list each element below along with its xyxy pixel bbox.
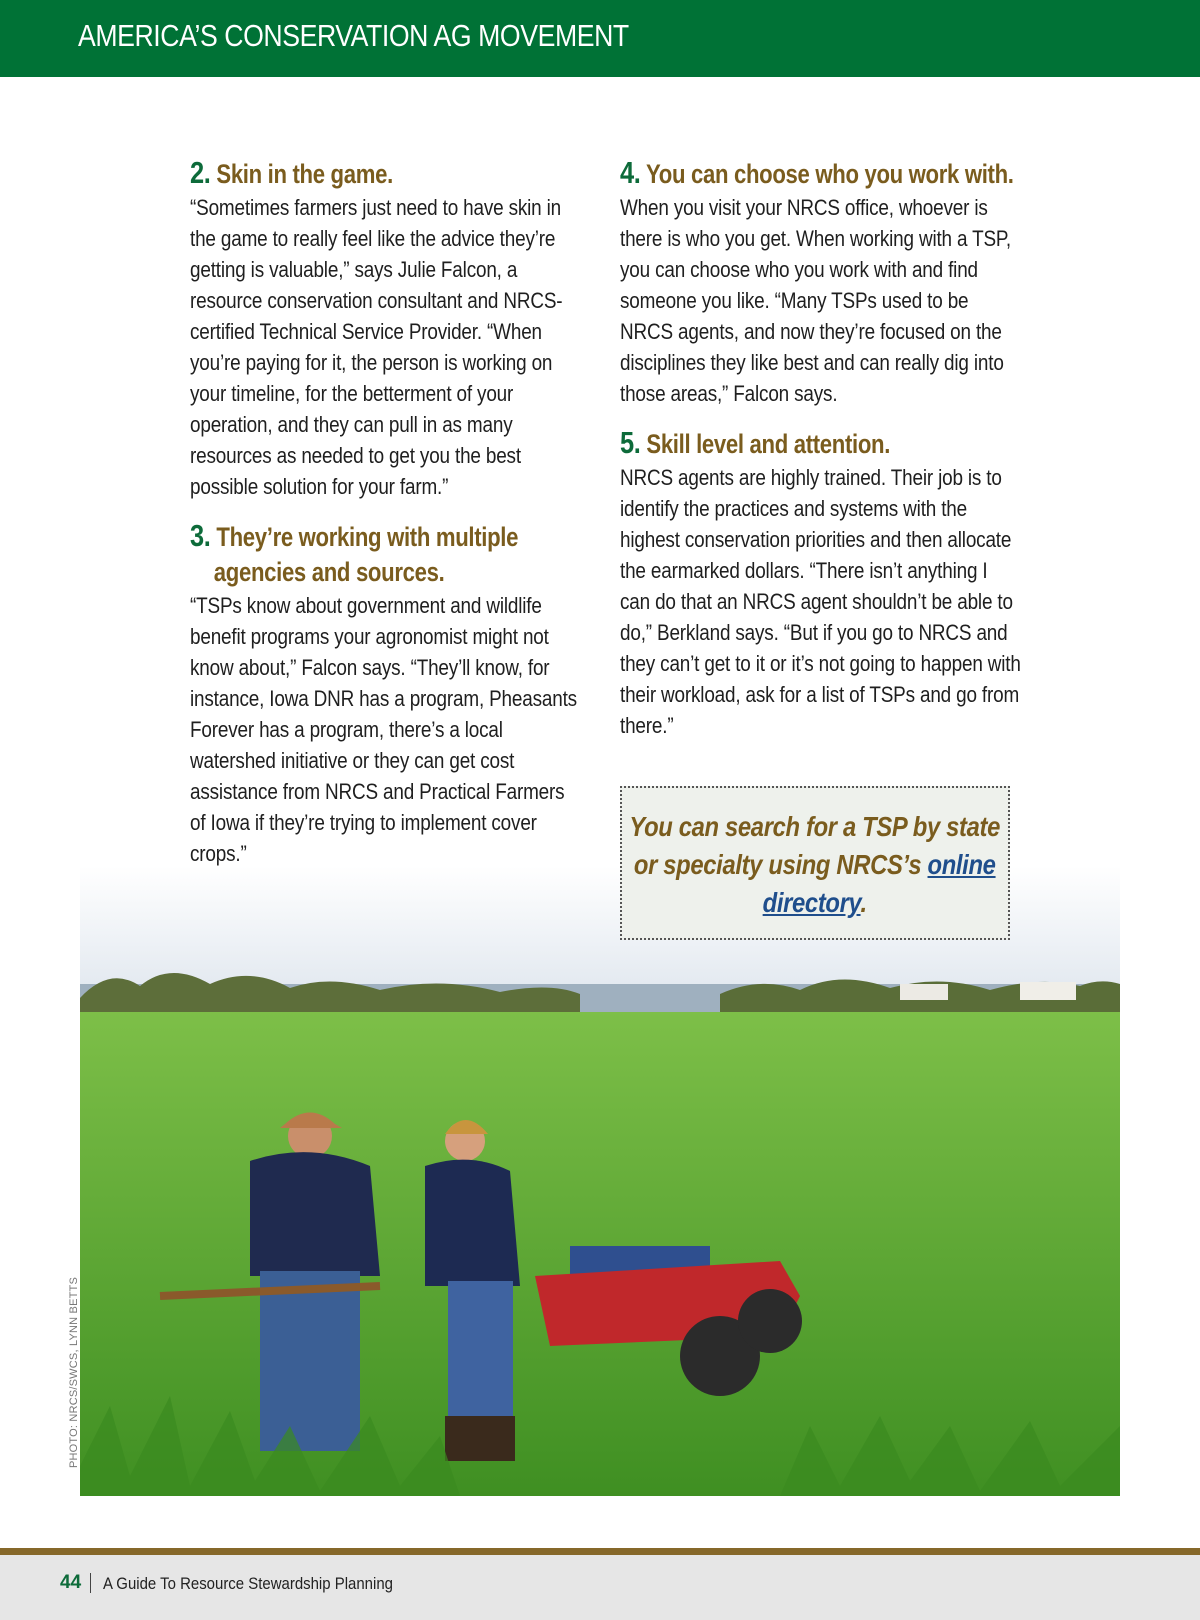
section-5-body: NRCS agents are highly trained. Their job is to identify the practices and systems with the highest conservation priorities and then allocate the earmarked dollars. “There isn’t anything I can do that an NRCS agent shouldn’t be able to do,” Berkland says. “But if you go to NRCS and they can’t get to it or it’s not going to happen with their workload, ask for a list of TSPs and go from there.” bbox=[620, 465, 1021, 738]
section-5-number: 5. bbox=[620, 425, 641, 460]
section-4 bbox=[620, 155, 1020, 409]
footer-rule bbox=[0, 1548, 1200, 1555]
callout-box bbox=[620, 786, 1010, 940]
section-3-title-line2: agencies and sources. bbox=[213, 557, 445, 587]
online-directory-link[interactable]: online directory bbox=[762, 849, 996, 918]
section-2-body: “Sometimes farmers just need to have skin in the game to really feel like the advice they’re getting is valuable,” says Julie Falcon, a resource conservation consultant and NRCS-certified Technical Service Provider. “When you’re paying for it, the person is working on your timeline, for the betterment of your operation, and they can pull in as many resources as needed to get you the best possible solution for your farm.” bbox=[190, 195, 563, 499]
footer-separator bbox=[90, 1573, 91, 1593]
section-2 bbox=[190, 155, 580, 502]
section-3-body: “TSPs know about government and wildlife benefit programs your agronomist might not know about,” Falcon says. “They’ll know, for instance, Iowa DNR has a program, Pheasants Forever has a program, there’s a local watershed initiative or they can get cost assistance from NRCS and Practical Farmers of Iowa if they’re trying to implement cover crops.” bbox=[190, 593, 577, 866]
section-5-title: Skill level and attention. bbox=[646, 429, 891, 459]
photo-credit: PHOTO: NRCS/SWCS, LYNN BETTS bbox=[68, 1277, 80, 1468]
field-photo bbox=[80, 866, 1120, 1496]
section-4-title: You can choose who you work with. bbox=[645, 159, 1014, 189]
section-3 bbox=[190, 518, 580, 869]
section-2-heading bbox=[190, 155, 580, 192]
callout-trailing: . bbox=[860, 887, 868, 918]
section-5 bbox=[620, 425, 1020, 741]
field-photo-illustration bbox=[80, 866, 1120, 1496]
section-4-body: When you visit your NRCS office, whoever is there is who you get. When working with a TSP, you can choose who you work with and find someone you like. “Many TSPs used to be NRCS agents, and now they’re focused on the disciplines they like best and can really dig into those areas,” Falcon says. bbox=[620, 195, 1012, 406]
section-3-number: 3. bbox=[190, 518, 211, 553]
section-3-title-line1: They’re working with multiple bbox=[216, 522, 519, 552]
section-5-heading bbox=[620, 425, 1020, 462]
section-4-heading bbox=[620, 155, 1020, 192]
left-column bbox=[190, 155, 580, 885]
right-column bbox=[620, 155, 1020, 757]
section-3-heading bbox=[190, 518, 580, 590]
callout-text bbox=[621, 808, 1008, 922]
callout-lead: You can search for a TSP by state or specialty using NRCS’s bbox=[629, 811, 1001, 880]
footer-publication-title: A Guide To Resource Stewardship Planning bbox=[103, 1574, 393, 1593]
running-header-title: AMERICA’S CONSERVATION AG MOVEMENT bbox=[78, 18, 629, 53]
section-2-number: 2. bbox=[190, 155, 211, 190]
section-2-title: Skin in the game. bbox=[216, 159, 393, 189]
section-4-number: 4. bbox=[620, 155, 641, 190]
page-number: 44 bbox=[60, 1572, 82, 1593]
